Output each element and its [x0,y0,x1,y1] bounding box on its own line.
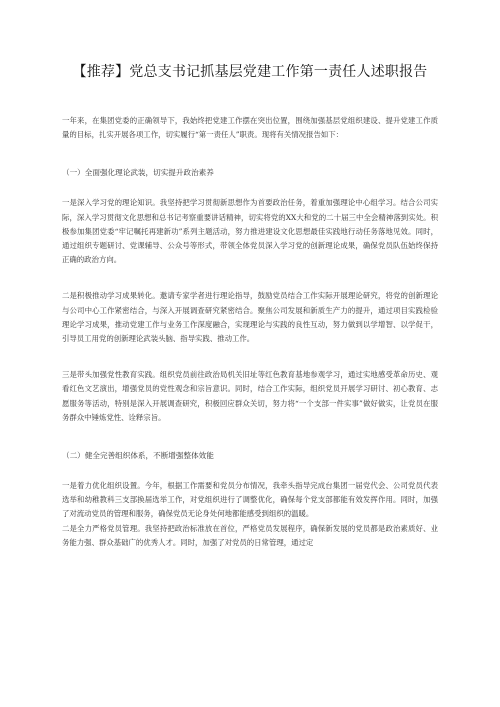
intro-paragraph: 一年来，在集团党委的正确领导下，我始终把党建工作摆在突出位置，围绕加强基层党组织建设、提升党建工作质量的目标，扎实开展各项工作，切实履行“第一责任人”职责。现将有关情况报告如下： [62,116,438,140]
section-1-paragraph-3: 三是带头加强党性教育实践。组织党员前往政治局机关旧址等红色教育基地参观学习，通过实地感受革命历史、观看红色文艺演出，增强党员的党性观念和宗旨意识。同时，结合工作实际，组织党员开展学习研讨、初心教育、志愿服务等活动，特别是深入开展调查研究，积极回应群众关切，努力将“一个支部一件实事”做好做实，让党员在服务群众中锤炼党性、诠释宗旨。 [62,370,438,422]
section-2-paragraph-2: 二是全力严格党员管理。我坚持把政治标准放在首位，严格党员发展程序，确保新发展的党员都是政治素质好、业务能力强、群众基础广的优秀人才。同时，加强了对党员的日常管理，通过定 [62,523,438,547]
section-1-paragraph-1: 一是深入学习党的理论知识。我坚持把学习贯彻新思想作为首要政治任务，着重加强理论中心组学习。结合公司实际，深入学习贯彻文化思想和总书记考察重要讲话精神，切实将党的XX大和党的二十届三中全会精神落到实处。积极参加集团党委“牢记嘱托再建新功”系列主题活动，努力推进建设文化思想最佳实践地行动任务落地见效。同时，通过组织专题研讨、党课辅导、公众号等形式，带领全体党员深入学习党的创新理论成果，确保党员队伍始终保持正确的政治方向。 [62,198,438,265]
section-2-heading: （二）健全完善组织体系，不断增强整体效能 [62,451,214,461]
section-1-heading: （一）全面强化理论武装，切实提升政治素养 [62,168,214,178]
section-2-paragraph-1: 一是着力优化组织设置。今年，根据工作需要和党员分布情况，我牵头指导完成台集团一届党代会、公司党员代表选举和幼稚教科三支部换届选举工作，对党组织进行了调整优化，确保每个党支部都能有效发挥作用。同时，加强了对流动党员的管理和服务，确保党员无论身处何地都能感受到组织的温暖。 [62,481,438,519]
document-title: 【推荐】党总支书记抓基层党建工作第一责任人述职报告 [72,64,428,80]
section-1-paragraph-2: 二是积极推动学习成果转化。邀请专家学者进行理论指导，鼓励党员结合工作实际开展理论研究，将党的创新理论与公司中心工作紧密结合，与深入开展调查研究紧密结合。聚焦公司发展和新质生产力的提升，通过项目实践检验理论学习成果，推动党建工作与业务工作深度融合，实现理论与实践的良性互动，努力做到以学增智、以学促干，引导员工用党的创新理论武装头脑、指导实践、推动工作。 [62,291,438,344]
